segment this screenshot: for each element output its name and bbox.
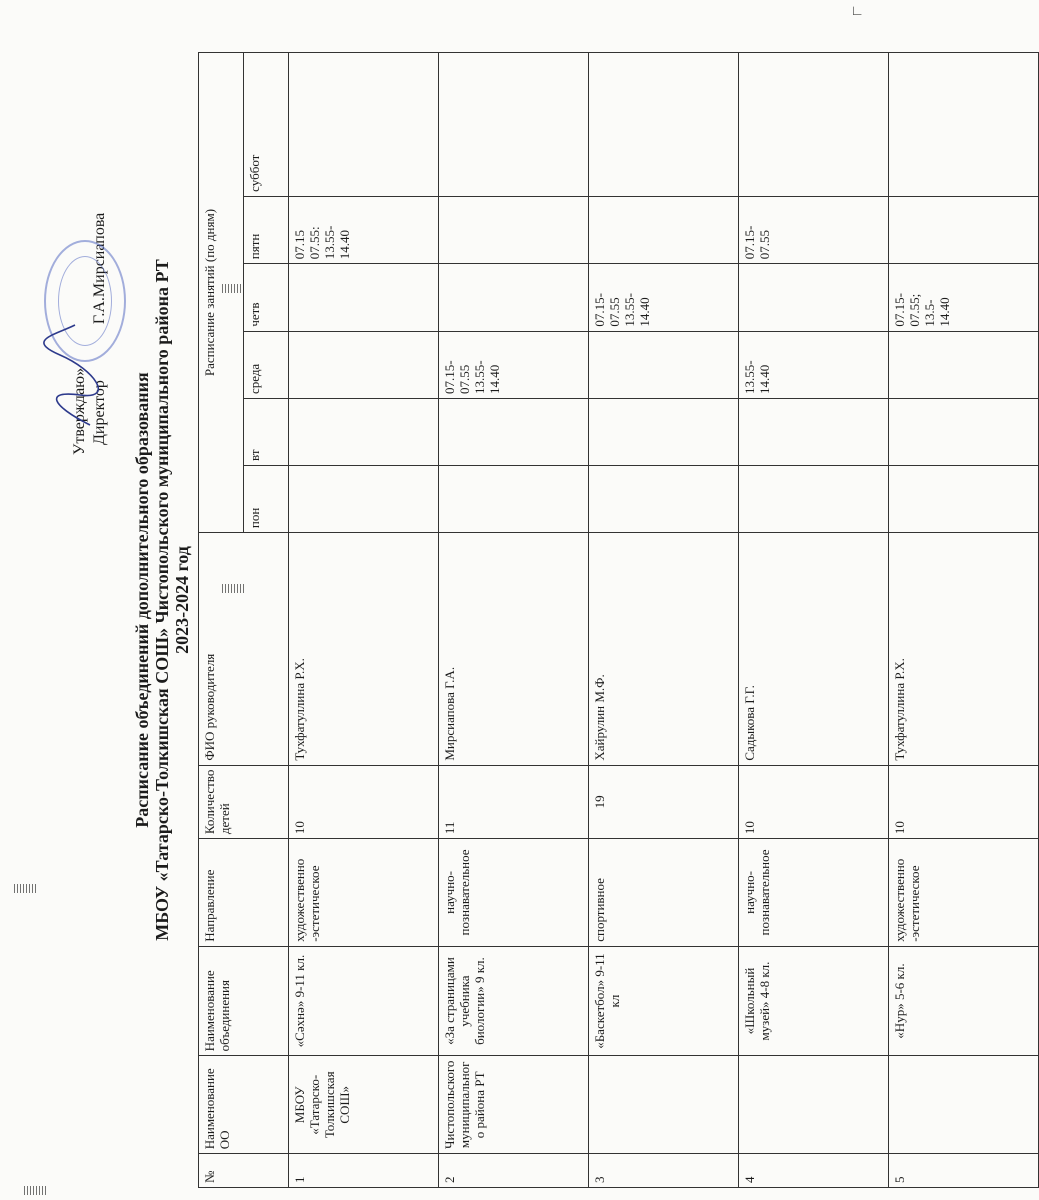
association-name: «Школьный музей» 4-8 кл. bbox=[739, 946, 889, 1056]
direction: спортивное bbox=[589, 839, 739, 947]
day-slot: 07.15- 07.55 13.55- 14.40 bbox=[439, 331, 589, 398]
leader-name: Садыкова Г.Г. bbox=[739, 533, 889, 766]
children-count: 10 bbox=[889, 765, 1039, 838]
title-line-3: 2023-2024 год bbox=[172, 546, 192, 654]
table-row bbox=[439, 53, 589, 1188]
header-org: Наименование ОО bbox=[199, 1056, 289, 1154]
day-slot bbox=[589, 399, 739, 466]
association-name: «Нур» 5-6 кл. bbox=[889, 946, 1039, 1056]
signature-icon bbox=[40, 320, 100, 430]
corner-mark: ∟ bbox=[850, 4, 864, 19]
day-slot: 13.55- 14.40 bbox=[739, 331, 889, 398]
day-slot bbox=[289, 331, 439, 398]
day-slot bbox=[439, 53, 589, 197]
day-slot bbox=[589, 53, 739, 197]
org-name: Чистопольского муниципальног о района РТ bbox=[439, 1056, 589, 1154]
association-name: «За страницами учебника биологии» 9 кл. bbox=[439, 946, 589, 1056]
header-day: четв bbox=[244, 264, 289, 331]
direction: научно-познавательное bbox=[739, 839, 889, 947]
header-day: суббот bbox=[244, 53, 289, 197]
day-slot bbox=[739, 465, 889, 532]
day-slot bbox=[589, 196, 739, 263]
header-num: № bbox=[199, 1154, 289, 1188]
day-slot bbox=[289, 465, 439, 532]
day-slot bbox=[289, 399, 439, 466]
day-slot bbox=[439, 264, 589, 331]
day-slot bbox=[439, 465, 589, 532]
header-schedule: Расписание занятий (по дням) bbox=[199, 53, 244, 533]
table-row bbox=[289, 53, 439, 1188]
leader-name: Мирсиапова Г.А. bbox=[439, 533, 589, 766]
children-count: 10 bbox=[289, 765, 439, 838]
table-row bbox=[589, 53, 739, 1188]
header-direction: Направление bbox=[199, 839, 289, 947]
title-line-1: Расписание объединений дополнительного образования bbox=[132, 372, 152, 828]
day-slot bbox=[889, 53, 1039, 197]
header-association: Наименование объединения bbox=[199, 946, 289, 1056]
schedule-table bbox=[198, 52, 1039, 1188]
day-slot bbox=[439, 399, 589, 466]
day-slot bbox=[889, 465, 1039, 532]
direction: художественно -эстетическое bbox=[289, 839, 439, 947]
approved-label: Утверждаю» bbox=[71, 367, 88, 455]
direction: научно-познавательное bbox=[439, 839, 589, 947]
association-name: «Баскетбол» 9-11 кл bbox=[589, 946, 739, 1056]
header-day: вт bbox=[244, 399, 289, 466]
day-slot bbox=[589, 465, 739, 532]
day-slot bbox=[289, 53, 439, 197]
title-line-2: МБОУ «Татарско-Толкишская СОШ» Чистопольского муниципального района РТ bbox=[152, 259, 172, 941]
row-num: 1 bbox=[289, 1154, 439, 1188]
header-day: пон bbox=[244, 465, 289, 532]
day-slot bbox=[889, 196, 1039, 263]
director-label: Директор bbox=[91, 380, 108, 445]
leader-name: Хайрулин М.Ф. bbox=[589, 533, 739, 766]
leader-name: Тухфатуллина Р.Х. bbox=[289, 533, 439, 766]
table-row bbox=[739, 53, 889, 1188]
day-slot: 07.15 07.55: 13.55- 14.40 bbox=[289, 196, 439, 263]
day-slot bbox=[289, 264, 439, 331]
row-num: 2 bbox=[439, 1154, 589, 1188]
row-num: 4 bbox=[739, 1154, 889, 1188]
association-name: «Сәхнә» 9-11 кл. bbox=[289, 946, 439, 1056]
table-row bbox=[889, 53, 1039, 1188]
day-slot bbox=[739, 264, 889, 331]
day-slot bbox=[739, 53, 889, 197]
children-count: 19 bbox=[589, 765, 739, 838]
children-count: 10 bbox=[739, 765, 889, 838]
day-slot: 07.15- 07.55; 13.5- 14.40 bbox=[889, 264, 1039, 331]
direction: художественно -эстетическое bbox=[889, 839, 1039, 947]
header-count: Количество детей bbox=[199, 765, 289, 838]
row-num: 3 bbox=[589, 1154, 739, 1188]
day-slot: 07.15- 07.55 13.55- 14.40 bbox=[589, 264, 739, 331]
day-slot bbox=[889, 331, 1039, 398]
org-name: МБОУ «Татарско-Толкишская СОШ» bbox=[289, 1056, 439, 1154]
day-slot: 07.15- 07.55 bbox=[739, 196, 889, 263]
day-slot bbox=[589, 331, 739, 398]
row-num: 5 bbox=[889, 1154, 1039, 1188]
header-day: пятн bbox=[244, 196, 289, 263]
header-leader: ФИО руководителя bbox=[199, 533, 289, 766]
day-slot bbox=[439, 196, 589, 263]
header-day: среда bbox=[244, 331, 289, 398]
leader-name: Тухфатуллина Р.Х. bbox=[889, 533, 1039, 766]
day-slot bbox=[739, 399, 889, 466]
day-slot bbox=[889, 399, 1039, 466]
children-count: 11 bbox=[439, 765, 589, 838]
director-name: Г.А.Мирсиапова bbox=[91, 212, 108, 325]
